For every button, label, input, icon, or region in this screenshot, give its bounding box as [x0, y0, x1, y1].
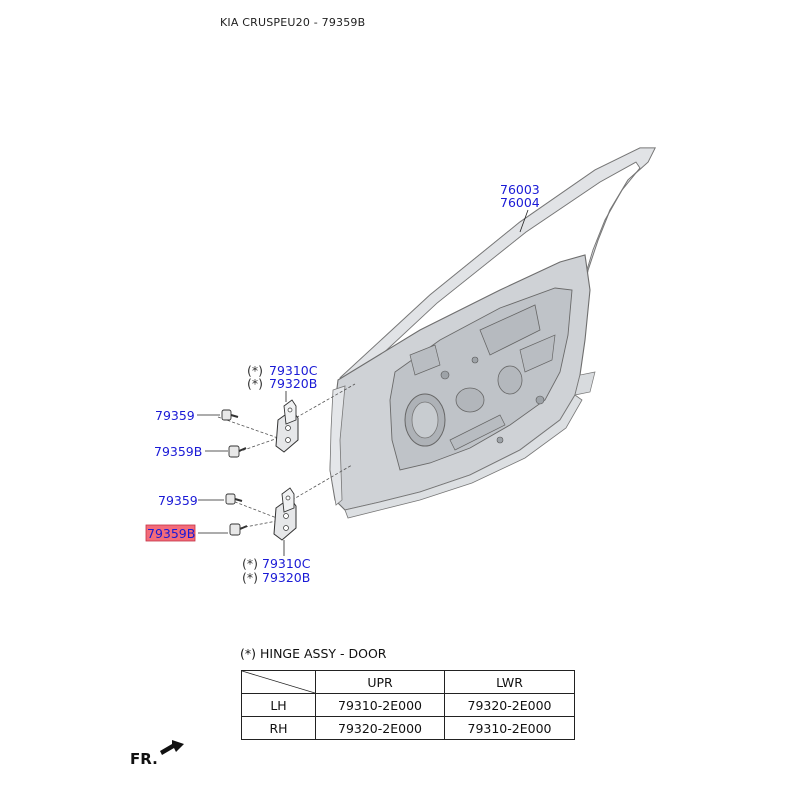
asterisk-mark-lower-a: (*)	[242, 556, 259, 571]
callout-79359b-upper[interactable]: 79359B	[154, 444, 203, 459]
table-cell-side: RH	[242, 717, 316, 740]
callout-79310c-lower[interactable]: 79310C	[262, 556, 311, 571]
hinge-assy-note: (*) HINGE ASSY - DOOR	[240, 646, 387, 661]
hinge-part-table	[241, 670, 575, 740]
table-row	[242, 694, 575, 717]
callout-76003[interactable]: 76003	[500, 182, 540, 197]
bolt-upper-79359b	[229, 446, 246, 457]
asterisk-mark-lower-b: (*)	[242, 570, 259, 585]
table-header-upr: UPR	[316, 671, 445, 694]
table-header-lwr: LWR	[445, 671, 575, 694]
callout-76004[interactable]: 76004	[500, 195, 540, 210]
callout-79320b-upper[interactable]: 79320B	[269, 376, 318, 391]
asterisk-mark-upper-b: (*)	[247, 376, 264, 391]
upper-hinge	[276, 400, 298, 452]
callout-79310c-upper[interactable]: 79310C	[269, 363, 318, 378]
callout-79359b-lower-highlighted[interactable]: 79359B	[147, 526, 196, 541]
callout-79359-upper[interactable]: 79359	[155, 408, 195, 423]
bolt-upper-79359	[222, 410, 238, 420]
lower-hinge	[274, 488, 296, 540]
callout-79359-lower[interactable]: 79359	[158, 493, 198, 508]
front-direction-label: FR.	[130, 750, 158, 768]
table-header-row	[242, 671, 575, 694]
callout-79320b-lower[interactable]: 79320B	[262, 570, 311, 585]
table-cell-side: LH	[242, 694, 316, 717]
diagram-title: KIA CRUSPEU20 - 79359B	[220, 16, 366, 29]
diagonal-divider	[242, 671, 315, 693]
table-cell-lwr[interactable]: 79320-2E000	[445, 694, 575, 717]
asterisk-mark-upper-a: (*)	[247, 363, 264, 378]
bolt-lower-79359	[226, 494, 242, 504]
table-cell-upr[interactable]: 79310-2E000	[316, 694, 445, 717]
bolt-lower-79359b	[230, 524, 247, 535]
table-cell-lwr[interactable]: 79310-2E000	[445, 717, 575, 740]
table-row	[242, 717, 575, 740]
table-cell-upr[interactable]: 79320-2E000	[316, 717, 445, 740]
front-direction-arrow-icon	[160, 740, 184, 755]
front-door-panel	[330, 148, 655, 518]
table-corner-cell	[242, 671, 316, 694]
